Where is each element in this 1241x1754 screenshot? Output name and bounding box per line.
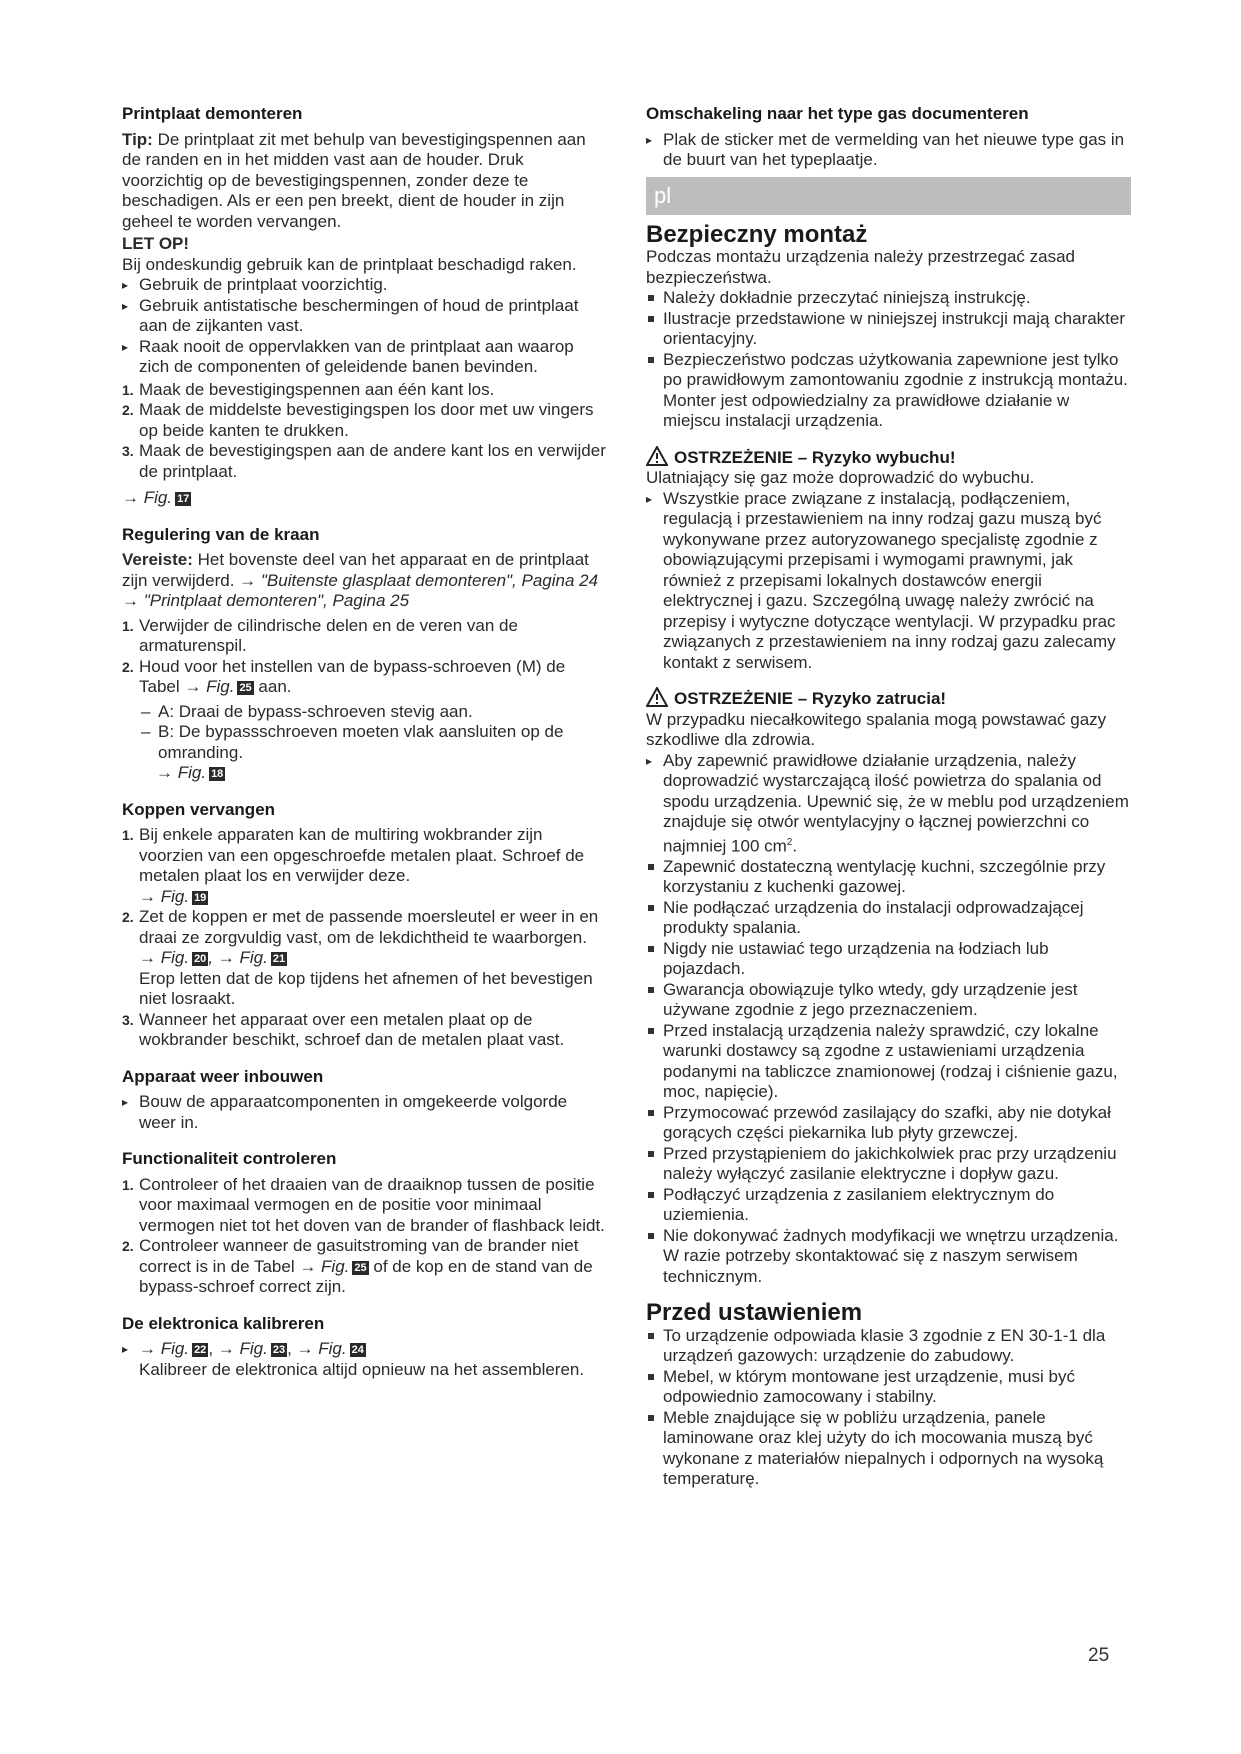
list-item: Ilustracje przedstawione w niniejszej instrukcji mają charakter orientacyjny.	[646, 309, 1131, 350]
bullet-list	[122, 1092, 607, 1133]
list-item: 1. Bij enkele apparaten kan de multiring wokbrander zijn voorzien van een opgeschroefde metalen plaat. Schroef de metalen plaat los en verwijder deze. → Fig. 19	[122, 825, 607, 907]
step-list	[122, 616, 607, 784]
intro-text: Podczas montażu urządzenia należy przestrzegać zasad bezpieczeństwa.	[646, 247, 1076, 287]
figure-badge: 17	[177, 493, 190, 505]
list-item: Zapewnić dostateczną wentylację kuchni, szczególnie przy korzystaniu z kuchenki gazowej.	[646, 857, 1131, 898]
section-title: Apparaat weer inbouwen	[122, 1066, 324, 1086]
section-title: Functionaliteit controleren	[122, 1149, 337, 1168]
bullet-list	[646, 489, 1131, 674]
list-item: Należy dokładnie przeczytać niniejszą instrukcję.	[646, 288, 1131, 309]
list-item: ▸ Bouw de apparaatcomponenten in omgekeerde volgorde weer in.	[122, 1092, 607, 1133]
warning-triangle-icon	[646, 687, 668, 707]
note-text: Kalibreer de elektronica altijd opnieuw na het assembleren.	[139, 1359, 585, 1379]
left-column	[122, 104, 607, 1396]
section-printplaat-demonteren	[122, 104, 607, 509]
warning-text: Ulatniający się gaz może doprowadzić do wybuchu.	[646, 468, 1035, 487]
cross-reference: → "Buitenste glasplaat demonteren", Pagina 24 → "Printplaat demonteren", Pagina 25	[122, 570, 599, 610]
warning-heading: OSTRZEŻENIE – Ryzyko zatrucia!	[646, 687, 1131, 710]
dash-list	[139, 702, 607, 764]
list-item: 1. Controleer of het draaien van de draaiknop tussen de positie voor maximaal vermogen en de positie voor minimaal vermogen niet tot het doven van de brander of flashback leidt.	[122, 1174, 605, 1235]
figure-badge: 23	[272, 1344, 286, 1356]
step-list	[122, 1175, 607, 1298]
section-apparaat-inbouwen	[122, 1067, 607, 1134]
list-item: ▸ Wszystkie prace związane z instalacją, podłączeniem, regulacją i przestawieniem na inny rodzaj gazu muszą być wykonywane przez autoryzowanego specjalistę zgodnie z obowiązującymi przepisami i wymogami prawnymi, jak również z przepisami lokalnych dostawców energii elektrycznej i gazu. Szczególną uwagę należy zwrócić na przepisy i wytyczne dotyczące wentylacji. W przypadku prac związanych z przestawieniem na inny rodzaj gazu zalecamy kontakt z serwisem.	[646, 489, 1131, 674]
section-elektronica-kalibreren	[122, 1314, 607, 1381]
list-item: – A: Draai de bypass-schroeven stevig aan.	[141, 702, 607, 723]
section-title: Koppen vervangen	[122, 799, 276, 819]
tip-paragraph	[122, 130, 607, 233]
section-bezpieczny-montaz	[646, 220, 1131, 1288]
list-item: Bezpieczeństwo podczas użytkowania zapewnione jest tylko po prawidłowym zamontowaniu zgodnie z instrukcją montażu. Monter jest odpowiedzialny za prawidłowe działanie w miejscu instalacji urządzenia.	[646, 350, 1131, 432]
bullet-list	[646, 1326, 1131, 1490]
bullet-list	[646, 130, 1131, 171]
bullet-list	[646, 751, 1131, 1288]
list-item: 2. Houd voor het instellen van de bypass-schroeven (M) de Tabel → Fig. 25 aan. – A: Draai de bypass-schroeven stevig aan. – B: De bypassschroeven moeten vlak aansluiten op de omranding. → Fig. 18	[122, 657, 607, 784]
list-item: To urządzenie odpowiada klasie 3 zgodnie z EN 30-1-1 dla urządzeń gazowych: urządzenie do zabudowy.	[646, 1326, 1131, 1367]
step-list	[122, 380, 607, 483]
list-item: ▸ Gebruik antistatische beschermingen of houd de printplaat aan de zijkanten vast.	[122, 296, 607, 337]
list-item: 2. Controleer wanneer de gasuitstroming van de brander niet correct is in de Tabel → Fig. 25 of de kop en de stand van de bypass-schroef correct zijn.	[122, 1236, 593, 1296]
figure-badge: 21	[272, 953, 286, 965]
section-regulering-kraan	[122, 525, 607, 784]
section-title: Bezpieczny montaż	[646, 220, 868, 248]
step-list	[122, 825, 607, 1051]
list-item: Przed instalacją urządzenia należy sprawdzić, czy lokalne warunki dostawcy są zgodne z ustawieniami urządzenia podanymi na tabliczce znamionowej (rodzaj i ciśnienie gazu, moc, napięcie).	[646, 1021, 1131, 1103]
tip-label: Tip:	[122, 129, 153, 149]
note-text: Erop letten dat de kop tijdens het afnemen of het bevestigen niet losraakt.	[139, 968, 593, 1008]
warning-heading: OSTRZEŻENIE – Ryzyko wybuchu!	[646, 446, 1131, 469]
figure-reference: → Fig. 18	[156, 763, 224, 782]
list-item: 3. Wanneer het apparaat over een metalen plaat op de wokbrander beschikt, schroef dan de metalen plaat vast.	[122, 1009, 565, 1049]
list-item: Meble znajdujące się w pobliżu urządzenia, panele laminowane oraz klej użyty do ich mocowania muszą być wykonane z materiałów niepalnych i odpornych na wysoką temperaturę.	[646, 1408, 1131, 1490]
caution-label: LET OP!	[122, 234, 190, 253]
figure-badge: 20	[194, 953, 207, 965]
figure-badge: 18	[211, 768, 224, 780]
right-column	[646, 104, 1131, 1490]
list-item: Nie dokonywać żadnych modyfikacji we wnętrzu urządzenia. W razie potrzeby skontaktować się z naszym serwisem technicznym.	[646, 1226, 1131, 1288]
bullet-list	[122, 1339, 607, 1380]
section-przed-ustawieniem	[646, 1299, 1131, 1490]
section-title: De elektronica kalibreren	[122, 1313, 325, 1333]
list-item: Nie podłączać urządzenia do instalacji odprowadzającej produkty spalania.	[646, 898, 1131, 939]
caution-text: Bij ondeskundig gebruik kan de printplaat beschadigd raken.	[122, 254, 577, 274]
bullet-list	[122, 275, 607, 378]
list-item: 1. Verwijder de cilindrische delen en de veren van de armaturenspil.	[122, 615, 518, 655]
bullet-list	[646, 288, 1131, 432]
list-item: Podłączyć urządzenia z zasilaniem elektrycznym do uziemienia.	[646, 1185, 1131, 1226]
page-number: 25	[1088, 1645, 1110, 1666]
figure-reference: → Fig. 20 , → Fig. 21	[139, 948, 286, 967]
list-item: Przymocować przewód zasilający do szafki, aby nie dotykał gorących części piekarnika lub płyty grzewczej.	[646, 1103, 1131, 1144]
figure-badge: 25	[354, 1261, 367, 1274]
list-item: ▸ Gebruik de printplaat voorzichtig.	[122, 275, 607, 296]
warning-triangle-icon	[646, 446, 668, 466]
warning-text: W przypadku niecałkowitego spalania mogą powstawać gazy szkodliwe dla zdrowia.	[646, 709, 1107, 749]
list-item: ▸ Raak nooit de oppervlakken van de printplaat aan waarop zich de componenten of geleidende banen bevinden.	[122, 337, 607, 378]
list-item: Gwarancja obowiązuje tylko wtedy, gdy urządzenie jest używane zgodnie z jego przeznaczeniem.	[646, 980, 1131, 1021]
list-item: – B: De bypassschroeven moeten vlak aansluiten op de omranding.	[141, 722, 607, 763]
list-item: Mebel, w którym montowane jest urządzenie, musi być odpowiednio zamocowany i stabilny.	[646, 1367, 1131, 1408]
tip-text: De printplaat zit met behulp van bevestigingspennen aan de randen en in het midden vast aan de houder. Druk voorzichtig op de bevestigingspennen, zonder deze te beschadigen. Als er een pen breekt, dient de houder in zijn geheel te worden vervangen.	[122, 129, 586, 231]
section-koppen-vervangen	[122, 800, 607, 1051]
section-title: Omschakeling naar het type gas documenteren	[646, 104, 1029, 123]
section-gas-documenteren	[646, 104, 1131, 171]
list-item: ▸ Aby zapewnić prawidłowe działanie urządzenia, należy doprowadzić wystarczającą ilość powietrza do spalania od spodu urządzenia. Upewnić się, że w meblu pod urządzeniem znajduje się otwór wentylacyjny o łącznej powierzchni co najmniej 100 $cm^2$.	[646, 751, 1131, 857]
figure-reference: → Fig. 19	[139, 886, 207, 906]
section-title: Przed ustawieniem	[646, 1299, 863, 1327]
list-item: Przed przystąpieniem do jakichkolwiek prac przy urządzeniu należy wyłączyć zasilanie elektryczne i dopływ gazu.	[646, 1144, 1131, 1185]
list-item: ▸ Plak de sticker met de vermelding van het nieuwe type gas in de buurt van het typeplaatje.	[646, 130, 1131, 171]
list-item: 2. Zet de koppen er met de passende moersleutel er weer in en draai ze zorgvuldig vast, om de lekdichtheid te waarborgen. → Fig. 20 , → Fig. 21 Erop letten dat de kop tijdens het afnemen of het bevestigen niet losraakt.	[122, 907, 607, 1010]
list-item: 2. Maak de middelste bevestigingspen los door met uw vingers op beide kanten te drukken.	[122, 400, 594, 440]
figure-badge: 19	[194, 891, 207, 904]
figure-reference: → Fig. 17	[122, 488, 190, 507]
figure-badge: 24	[351, 1344, 364, 1356]
figure-badge: 25	[239, 682, 252, 694]
list-item: ▸ → Fig. 22 , → Fig. 23 , → Fig. 24 Kalibreer de elektronica altijd opnieuw na het assembleren.	[122, 1339, 607, 1380]
language-banner: pl	[646, 177, 1131, 215]
list-item: Nigdy nie ustawiać tego urządzenia na łodziach lub pojazdach.	[646, 939, 1131, 980]
section-title: Regulering van de kraan	[122, 524, 320, 544]
list-item: 3. Maak de bevestigingspen aan de andere kant los en verwijder de printplaat.	[122, 441, 606, 481]
section-functionaliteit	[122, 1149, 607, 1298]
section-title: Printplaat demonteren	[122, 104, 303, 123]
figure-badge: 22	[194, 1344, 207, 1356]
list-item: 1. Maak de bevestigingspennen aan één kant los.	[122, 379, 495, 399]
requirement-paragraph: Vereiste: Het bovenste deel van het apparaat en de printplaat zijn verwijderd. → "Buitenste glasplaat demonteren", Pagina 24 → "Printplaat demonteren", Pagina 25	[122, 550, 599, 610]
